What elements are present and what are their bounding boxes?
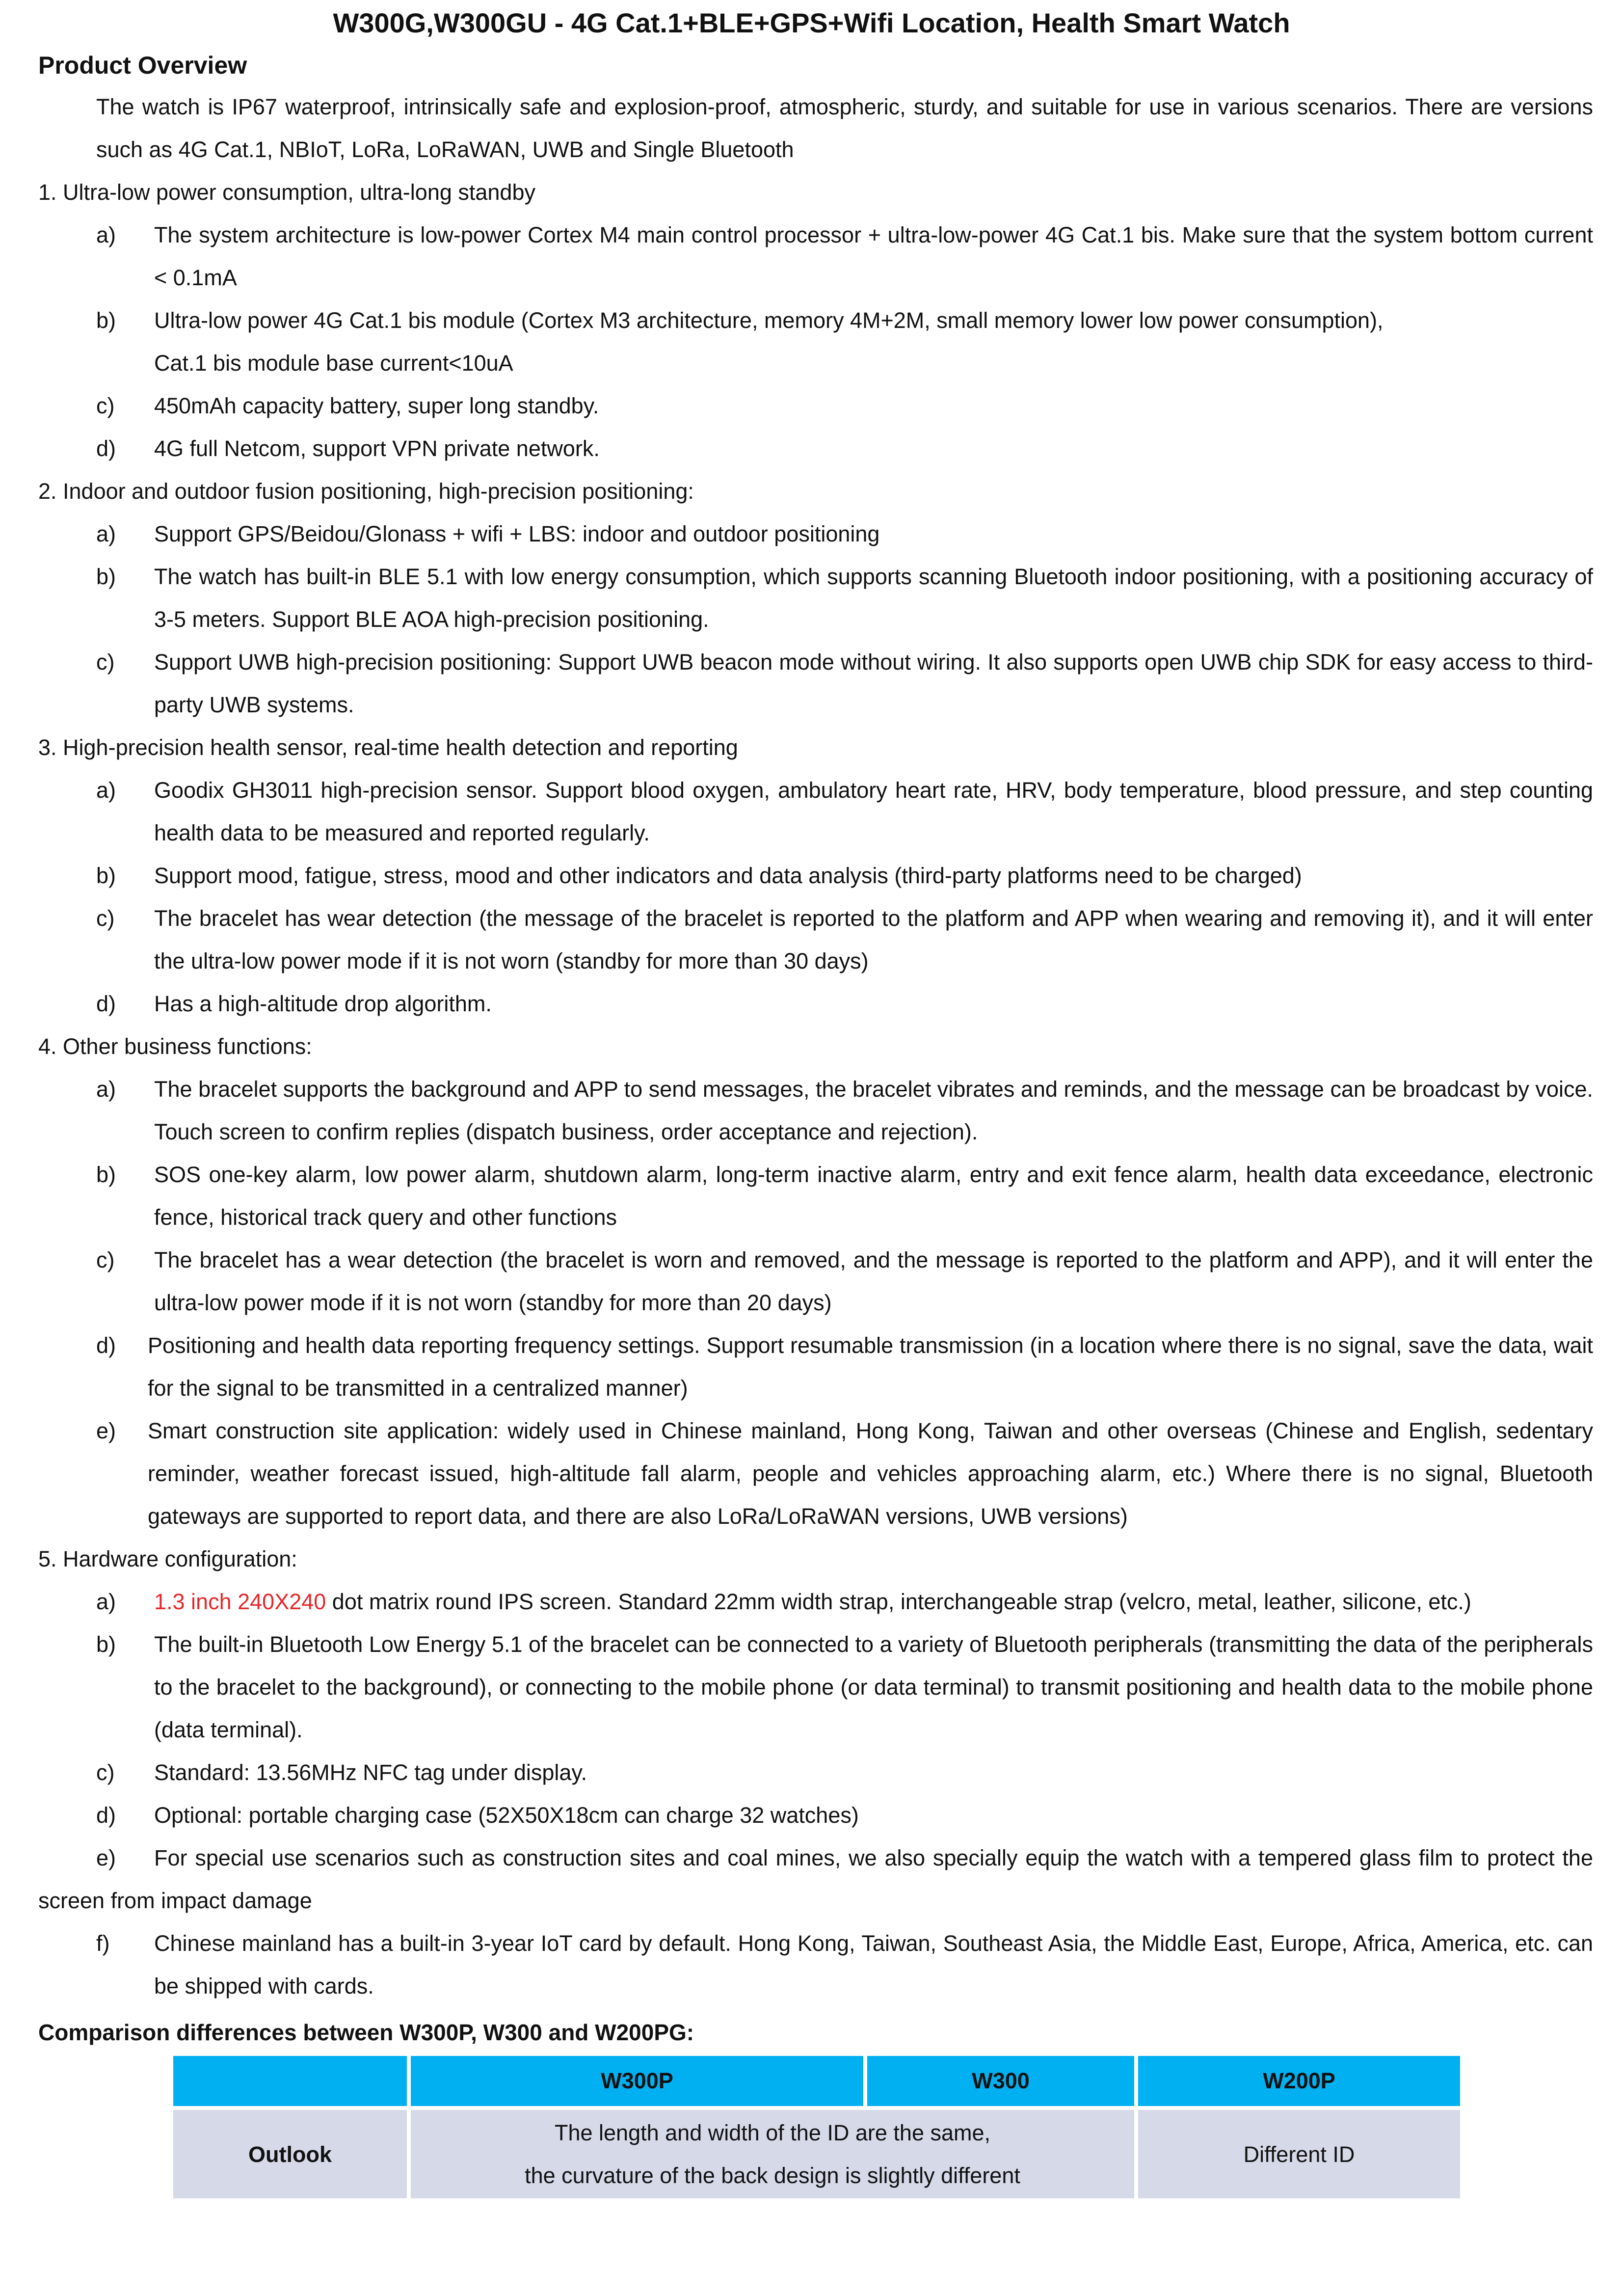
section-title: 3. High-precision health sensor, real-time health detection and reporting (38, 735, 738, 760)
item-text-line: For special use scenarios such as construction sites and coal mines, we also specially equip the watch with a tempered glass film to protect the (154, 1845, 1593, 1870)
merged-cell-line: The length and width of the ID are the same, (554, 2120, 991, 2145)
item-label: a) (96, 778, 116, 803)
item-text: Has a high-altitude drop algorithm. (154, 991, 492, 1016)
item-text: 450mAh capacity battery, super long standby. (154, 393, 599, 418)
item-text-continuation: screen from impact damage (38, 1888, 312, 1913)
item-text (154, 1580, 1593, 1623)
item-label: d) (96, 1333, 116, 1358)
item-label: d) (96, 991, 116, 1016)
table-row (173, 2110, 1460, 2198)
item-text: The bracelet has wear detection (the message of the bracelet is reported to the platform and APP when wearing and removing it), and it will enter the ultra-low power mode if it is not worn (standby for more than 30 days) (154, 906, 1593, 973)
item-label: e) (96, 1845, 116, 1870)
item-label: b) (96, 308, 116, 333)
merged-cell-line: the curvature of the back design is slightly different (525, 2163, 1020, 2188)
item-text-line: Ultra-low power 4G Cat.1 bis module (Cortex M3 architecture, memory 4M+2M, small memory lower low power consumption), (154, 308, 1384, 333)
comparison-heading: Comparison differences between W300P, W300 and W200PG: (38, 2020, 694, 2045)
item-text: Support UWB high-precision positioning: Support UWB beacon mode without wiring. It also supports open UWB chip SDK for easy access to third-party UWB systems. (154, 649, 1593, 717)
overview-heading: Product Overview (38, 52, 247, 79)
item-text: Goodix GH3011 high-precision sensor. Support blood oxygen, ambulatory heart rate, HRV, body temperature, blood pressure, and step counting health data to be measured and reported regularly. (154, 778, 1593, 845)
item-label: c) (96, 906, 115, 931)
row-label-cell: Outlook (173, 2110, 407, 2198)
item-text: Positioning and health data reporting frequency settings. Support resumable transmission (in a location where there is no signal, save the data, wait for the signal to be transmitted in a centralized manner) (148, 1333, 1593, 1401)
item-text: The system architecture is low-power Cortex M4 main control processor + ultra-low-power 4G Cat.1 bis. Make sure that the system bottom current < 0.1mA (154, 222, 1593, 290)
item-label: e) (96, 1418, 116, 1443)
item-label: b) (96, 564, 116, 589)
item-text: Chinese mainland has a built-in 3-year IoT card by default. Hong Kong, Taiwan, Southeast Asia, the Middle East, Europe, Africa, America, etc. can be shipped with cards. (154, 1931, 1593, 1999)
last-cell: Different ID (1138, 2110, 1460, 2198)
item-label: c) (96, 393, 115, 418)
item-label: d) (96, 436, 116, 461)
item-text-rest: dot matrix round IPS screen. Standard 22mm width strap, interchangeable strap (velcro, metal, leather, silicone, etc.) (326, 1589, 1471, 1614)
item-text: The watch has built-in BLE 5.1 with low energy consumption, which supports scanning Bluetooth indoor positioning, with a positioning accuracy of 3-5 meters. Support BLE AOA high-precision positioning. (154, 564, 1593, 632)
overview-text: The watch is IP67 waterproof, intrinsically safe and explosion-proof, atmospheric, sturdy, and suitable for use in various scenarios. There are versions such as 4G Cat.1, NBIoT, LoRa, LoRaWAN, UWB and Single Bluetooth (96, 94, 1593, 162)
item-text: The bracelet has a wear detection (the bracelet is worn and removed, and the message is reported to the platform and APP), and it will enter the ultra-low power mode if it is not worn (standby for more than 20 days) (154, 1247, 1593, 1315)
item-label: f) (96, 1931, 110, 1956)
item-text-line: Cat.1 bis module base current<10uA (154, 351, 513, 376)
section-title: 2. Indoor and outdoor fusion positioning, high-precision positioning: (38, 479, 694, 504)
item-label: a) (96, 1589, 116, 1614)
highlight-text: 1.3 inch 240X240 (154, 1589, 326, 1614)
table-header-row (173, 2056, 1460, 2106)
item-label: c) (96, 1247, 115, 1272)
item-text: Support mood, fatigue, stress, mood and other indicators and data analysis (third-party platforms need to be charged) (154, 863, 1302, 888)
item-label: c) (96, 1760, 115, 1785)
item-text: Support GPS/Beidou/Glonass + wifi + LBS: indoor and outdoor positioning (154, 521, 880, 546)
item-text: The built-in Bluetooth Low Energy 5.1 of the bracelet can be connected to a variety of Bluetooth peripherals (transmitting the data of the peripherals to the bracelet to the background), or connecting to the mobile phone (or data terminal) to transmit positioning and health data to the mobile phone (data terminal). (154, 1632, 1593, 1742)
merged-cell (411, 2110, 1134, 2198)
item-label: a) (96, 1077, 116, 1102)
item-text: SOS one-key alarm, low power alarm, shutdown alarm, long-term inactive alarm, entry and exit fence alarm, health data exceedance, electronic fence, historical track query and other functions (154, 1162, 1593, 1230)
document-title: W300G,W300GU - 4G Cat.1+BLE+GPS+Wifi Location, Health Smart Watch (333, 7, 1290, 38)
item-label: a) (96, 521, 116, 546)
item-text: Smart construction site application: widely used in Chinese mainland, Hong Kong, Taiwan and other overseas (Chinese and English, sedentary reminder, weather forecast issued, high-altitude fall alarm, people and vehicles approaching alarm, etc.) Where there is no signal, Bluetooth gateways are supported to report data, and there are also LoRa/LoRaWAN versions, UWB versions) (148, 1418, 1593, 1529)
item-label: d) (96, 1803, 116, 1828)
table-header-cell-empty (173, 2056, 407, 2106)
section-title: 4. Other business functions: (38, 1034, 312, 1059)
item-text: 4G full Netcom, support VPN private network. (154, 436, 600, 461)
item-text: The bracelet supports the background and APP to send messages, the bracelet vibrates and reminds, and the message can be broadcast by voice. Touch screen to confirm replies (dispatch business, order acceptance and rejection). (154, 1077, 1593, 1144)
item-text: Standard: 13.56MHz NFC tag under display. (154, 1760, 587, 1785)
item-text (154, 299, 1593, 384)
table-header-cell: W300 (867, 2056, 1134, 2106)
item-text: Optional: portable charging case (52X50X18cm can charge 32 watches) (154, 1803, 859, 1828)
item-label: a) (96, 222, 116, 247)
table-header-cell: W300P (411, 2056, 863, 2106)
item-label: c) (96, 649, 115, 675)
section-title: 5. Hardware configuration: (38, 1546, 297, 1571)
item-label: b) (96, 863, 116, 888)
section-title: 1. Ultra-low power consumption, ultra-long standby (38, 180, 535, 205)
item-label: b) (96, 1632, 116, 1657)
table-header-cell: W200P (1138, 2056, 1460, 2106)
item-label: b) (96, 1162, 116, 1187)
